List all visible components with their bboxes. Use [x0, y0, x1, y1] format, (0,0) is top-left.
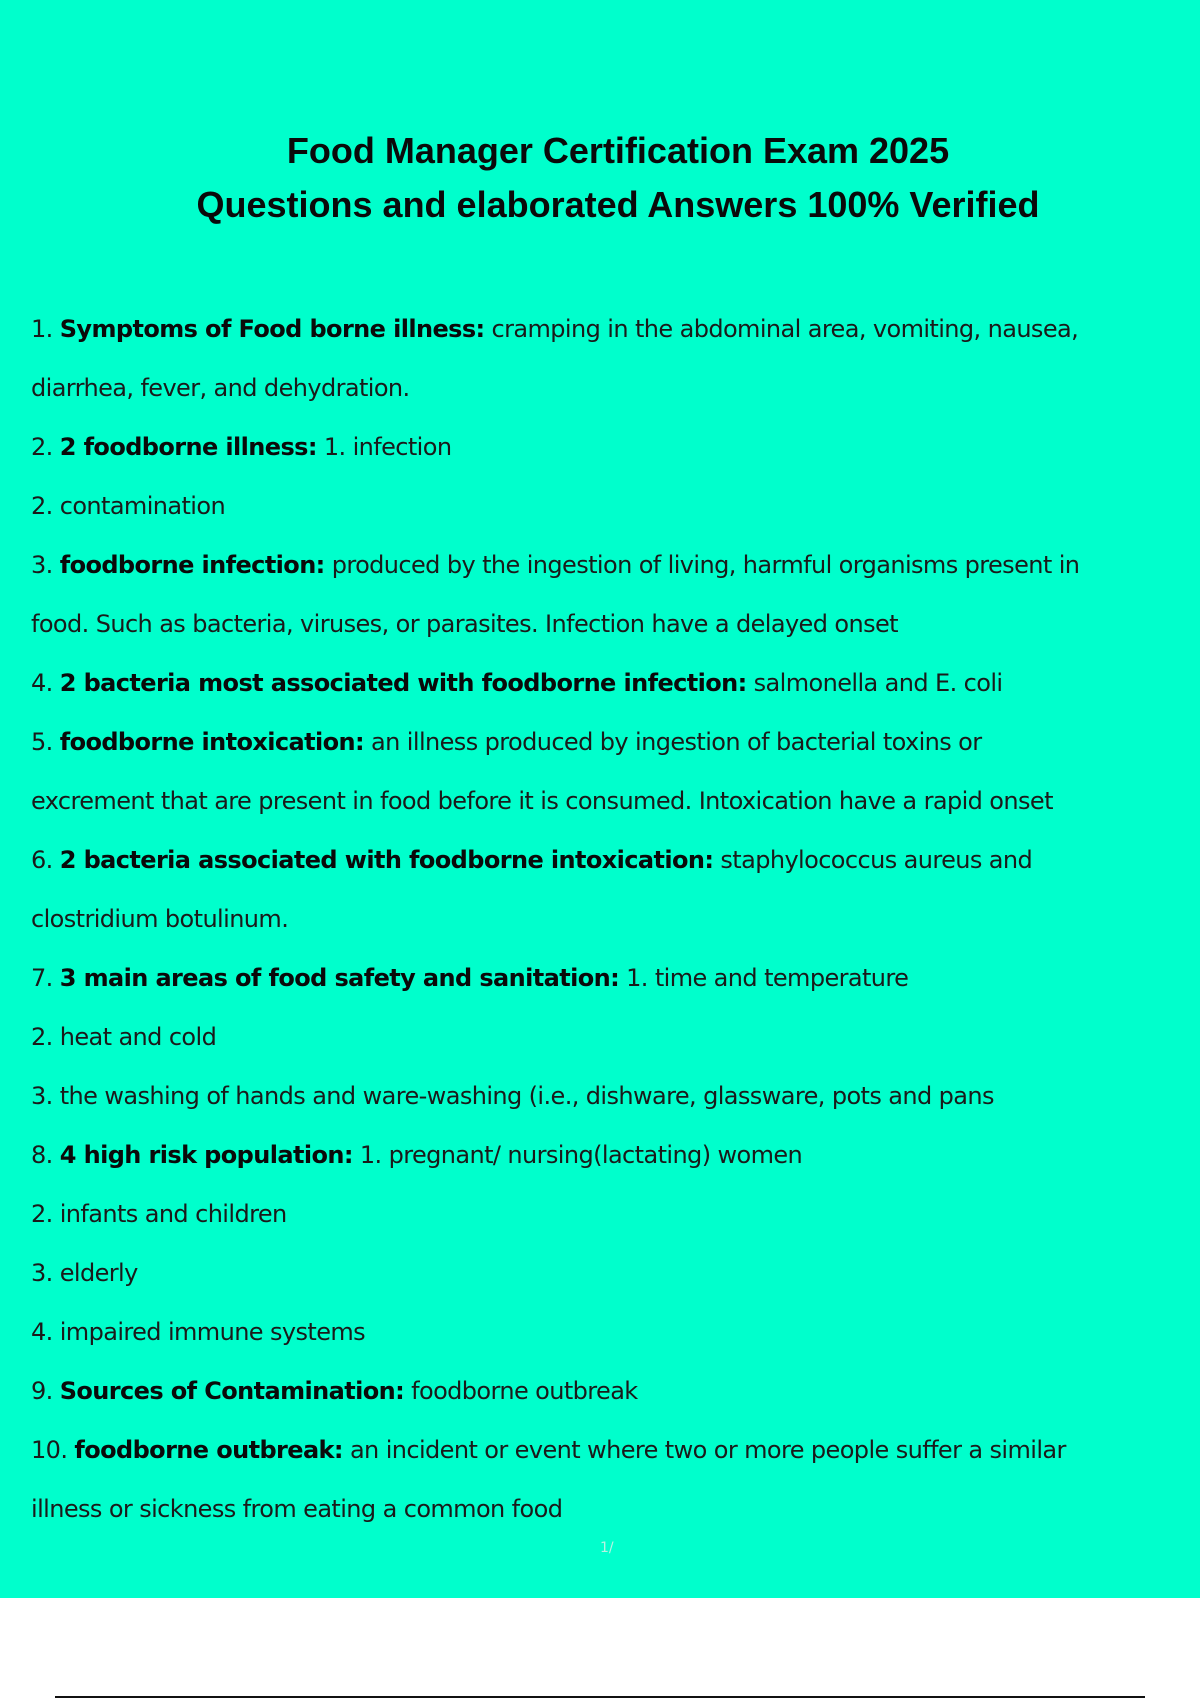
answer-text: food. Such as bacteria, viruses, or parasites. Infection have a delayed onset	[31, 610, 898, 638]
answer-text: 1. time and temperature	[619, 964, 909, 992]
item-number: 7.	[31, 964, 60, 992]
item-number: 6.	[31, 846, 60, 874]
qa-line	[31, 831, 1181, 890]
answer-text: salmonella and E. coli	[746, 669, 1003, 697]
qa-line	[31, 1067, 1181, 1126]
qa-line	[31, 595, 1181, 654]
question-term: foodborne infection:	[59, 551, 325, 579]
qa-line	[31, 772, 1181, 831]
page-title	[0, 124, 1200, 232]
qa-line	[31, 477, 1181, 536]
answer-text: staphylococcus aureus and	[713, 846, 1033, 874]
item-number: 5.	[31, 728, 60, 756]
question-term: Symptoms of Food borne illness:	[59, 315, 485, 343]
item-number: 3.	[31, 551, 60, 579]
qa-line	[31, 1303, 1181, 1362]
answer-text: foodborne outbreak	[404, 1377, 638, 1405]
question-term: foodborne outbreak:	[74, 1436, 343, 1464]
answer-text: 1. pregnant/ nursing(lactating) women	[352, 1141, 803, 1169]
question-term: 3 main areas of food safety and sanitation:	[59, 964, 620, 992]
question-term: 4 high risk population:	[59, 1141, 353, 1169]
answer-text: an illness produced by ingestion of bacterial toxins or	[364, 728, 982, 756]
qa-line	[31, 536, 1181, 595]
qa-line	[31, 890, 1181, 949]
qa-line	[31, 1008, 1181, 1067]
answer-text: diarrhea, fever, and dehydration.	[31, 374, 410, 402]
item-number: 10.	[31, 1436, 75, 1464]
question-term: 2 foodborne illness:	[59, 433, 317, 461]
qa-line	[31, 949, 1181, 1008]
qa-line	[31, 1362, 1181, 1421]
qa-line	[31, 1421, 1181, 1480]
qa-line	[31, 418, 1181, 477]
qa-line	[31, 1126, 1181, 1185]
page-number: 1/	[600, 1540, 614, 1556]
answer-text: cramping in the abdominal area, vomiting, nausea,	[484, 315, 1079, 343]
qa-line	[31, 713, 1181, 772]
title-line-1: Food Manager Certification Exam 2025	[286, 130, 950, 171]
item-number: 9.	[31, 1377, 60, 1405]
item-number: 2.	[31, 433, 60, 461]
answer-text: 2. heat and cold	[31, 1023, 217, 1051]
answer-text: clostridium botulinum.	[31, 905, 289, 933]
answer-text: 3. elderly	[31, 1259, 138, 1287]
question-term: Sources of Contamination:	[59, 1377, 405, 1405]
item-number: 1.	[31, 315, 60, 343]
answer-text: excrement that are present in food before it is consumed. Intoxication have a rapid onset	[31, 787, 1053, 815]
qa-line	[31, 359, 1181, 418]
answer-text: 2. infants and children	[31, 1200, 287, 1228]
item-number: 8.	[31, 1141, 60, 1169]
qa-line	[31, 300, 1181, 359]
answer-text: 3. the washing of hands and ware-washing (i.e., dishware, glassware, pots and pans	[31, 1082, 994, 1110]
answer-text: illness or sickness from eating a common food	[31, 1495, 563, 1523]
question-term: 2 bacteria associated with foodborne intoxication:	[59, 846, 714, 874]
answer-text: 2. contamination	[31, 492, 226, 520]
answer-text: 4. impaired immune systems	[31, 1318, 366, 1346]
answer-text: an incident or event where two or more people suffer a similar	[342, 1436, 1066, 1464]
footer-divider	[55, 1696, 1145, 1698]
answer-text: produced by the ingestion of living, harmful organisms present in	[324, 551, 1080, 579]
qa-line	[31, 1480, 1181, 1539]
qa-line	[31, 1244, 1181, 1303]
question-term: 2 bacteria most associated with foodborne infection:	[59, 669, 747, 697]
title-line-2: Questions and elaborated Answers 100% Verified	[196, 184, 1040, 225]
qa-list	[31, 300, 1181, 1539]
question-term: foodborne intoxication:	[59, 728, 365, 756]
qa-line	[31, 654, 1181, 713]
answer-text: 1. infection	[316, 433, 452, 461]
qa-line	[31, 1185, 1181, 1244]
item-number: 4.	[31, 669, 60, 697]
